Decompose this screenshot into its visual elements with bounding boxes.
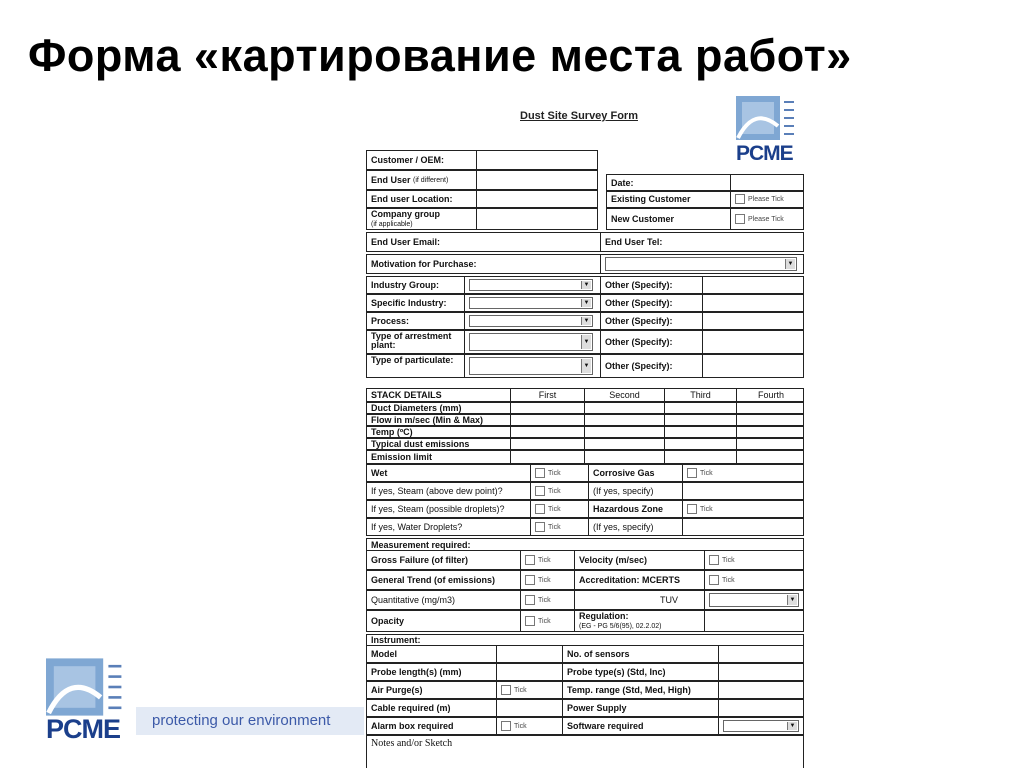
wet-row [366, 464, 804, 482]
steam-droplets-tick[interactable] [531, 501, 589, 517]
if-yes-specify-label: (If yes, specify) [589, 483, 683, 499]
company-group-label [367, 209, 477, 229]
arrestment-plant-label: Type of arrestment plant: [367, 331, 465, 353]
tuv-select[interactable] [709, 593, 799, 607]
steam-above-tick[interactable] [531, 483, 589, 499]
motivation-label: Motivation for Purchase: [367, 255, 601, 273]
checkbox[interactable] [535, 522, 545, 532]
other-specify-label: Other (Specify): [601, 355, 703, 377]
specific-industry-label: Specific Industry: [367, 295, 465, 311]
stack-cell[interactable] [665, 403, 737, 413]
arrestment-plant-row [366, 330, 804, 354]
corrosive-gas-label: Corrosive Gas [589, 465, 683, 481]
slide-title: Форма «картирование места работ» [28, 30, 852, 81]
opacity-row [366, 610, 804, 632]
stack-cell[interactable] [585, 439, 665, 449]
tick-label: Tick [548, 469, 561, 477]
checkbox[interactable] [709, 575, 719, 585]
hazardous-zone-specify-field[interactable] [683, 519, 805, 535]
notes-label[interactable]: Notes and/or Sketch [371, 738, 453, 749]
particulate-label: Type of particulate: [367, 355, 465, 377]
checkbox[interactable] [525, 616, 535, 626]
alarm-box-tick[interactable] [497, 718, 563, 734]
other-specify-label: Other (Specify): [601, 313, 703, 329]
stack-cell[interactable] [665, 451, 737, 463]
tick-label: Tick [514, 722, 527, 730]
end-user-location-label: End user Location: [367, 191, 477, 207]
tagline: protecting our environment [136, 707, 364, 735]
checkbox[interactable] [535, 504, 545, 514]
checkbox[interactable] [535, 468, 545, 478]
particulate-select-cell [367, 355, 601, 377]
existing-customer-label: Existing Customer [607, 191, 731, 207]
specific-industry-other-field[interactable] [703, 295, 805, 311]
chevron-down-icon: ▼ [785, 259, 795, 269]
stack-cell[interactable] [585, 427, 665, 437]
checkbox[interactable] [525, 555, 535, 565]
chevron-down-icon: ▼ [581, 299, 591, 307]
stack-cell[interactable] [585, 451, 665, 463]
chevron-down-icon: ▼ [787, 595, 797, 605]
gross-failure-label: Gross Failure (of filter) [367, 551, 521, 569]
end-user-text: End User [371, 175, 411, 185]
end-user-email-label: End User Email: [367, 233, 601, 251]
stack-header-row [366, 388, 804, 402]
new-customer-row [606, 208, 804, 230]
chevron-down-icon: ▼ [581, 317, 591, 325]
checkbox[interactable] [501, 685, 511, 695]
air-purge-tick[interactable] [497, 682, 563, 698]
cable-row [366, 699, 804, 717]
company-group-field[interactable] [477, 209, 599, 229]
model-label: Model [367, 646, 497, 662]
velocity-label: Velocity (m/sec) [575, 551, 705, 569]
tick-label: Tick [700, 505, 713, 513]
stack-row-label: Duct Diameters (mm) [367, 403, 511, 413]
stack-col-first: First [511, 389, 585, 401]
tick-label: Tick [722, 576, 735, 584]
temp-range-label: Temp. range (Std, Med, High) [563, 682, 719, 698]
arrestment-plant-select-cell [367, 331, 601, 353]
motivation-select[interactable] [605, 257, 797, 271]
customer-oem-field[interactable] [477, 151, 599, 169]
alarm-box-label: Alarm box required [367, 718, 497, 734]
stack-col-fourth: Fourth [757, 390, 784, 400]
process-other-field[interactable] [703, 313, 805, 329]
measurement-header: Measurement required: [371, 539, 471, 550]
measurement-header-row [366, 538, 804, 550]
if-yes-specify-label: (If yes, specify) [589, 519, 683, 535]
regulation-label [575, 611, 705, 631]
tick-label: Tick [548, 487, 561, 495]
date-field[interactable] [731, 175, 805, 191]
tick-label: Tick [538, 576, 551, 584]
tick-label: Tick [538, 596, 551, 604]
general-trend-row [366, 570, 804, 590]
customer-oem-label: Customer / OEM: [367, 151, 477, 169]
pcme-logo-text: PCME [46, 714, 121, 744]
chevron-down-icon: ▼ [581, 281, 591, 289]
quantitative-tick[interactable] [521, 591, 575, 609]
stack-row [366, 414, 804, 426]
stack-cell[interactable] [511, 451, 585, 463]
stack-row-label: Emission limit [367, 451, 511, 463]
velocity-tick[interactable] [705, 551, 805, 569]
stack-row [366, 450, 804, 464]
company-group-text: Company group [371, 209, 440, 219]
end-user-field[interactable] [477, 171, 599, 189]
other-specify-label: Other (Specify): [601, 277, 703, 293]
stack-cell[interactable] [511, 403, 585, 413]
probe-type-label: Probe type(s) (Std, Inc) [563, 664, 719, 680]
probe-length-label: Probe length(s) (mm) [367, 664, 497, 680]
date-label: Date: [607, 175, 731, 191]
steam-above-label: If yes, Steam (above dew point)? [367, 483, 531, 499]
stack-row-label: Temp (ºC) [367, 427, 511, 437]
steam-droplets-row [366, 500, 804, 518]
other-specify-label: Other (Specify): [601, 331, 703, 353]
regulation-note: (EG - PG 5/6(95), 02.2.02) [579, 623, 662, 630]
accreditation-label: Accreditation: MCERTS [575, 571, 705, 589]
please-tick-label: Please Tick [748, 195, 784, 203]
stack-col-third: Third [665, 389, 737, 401]
company-group-row [366, 208, 598, 230]
alarm-box-row [366, 717, 804, 735]
pcme-logo-mark-icon [736, 96, 796, 140]
stack-cell[interactable] [585, 415, 665, 425]
process-select-cell [367, 313, 601, 329]
wet-label: Wet [367, 465, 531, 481]
steam-above-row [366, 482, 804, 500]
stack-cell[interactable] [511, 427, 585, 437]
please-tick-label: Please Tick [748, 215, 784, 223]
arrestment-plant-other-field[interactable] [703, 331, 805, 353]
cable-required-label: Cable required (m) [367, 700, 497, 716]
water-droplets-tick[interactable] [531, 519, 589, 535]
no-sensors-field[interactable] [719, 646, 805, 662]
checkbox[interactable] [735, 194, 745, 204]
temp-range-field[interactable] [719, 682, 805, 698]
notes-row [366, 735, 804, 768]
opacity-tick[interactable] [521, 611, 575, 631]
end-user-note: (if different) [413, 176, 449, 184]
dust-site-survey-form [366, 150, 806, 768]
other-specify-label: Other (Specify): [601, 295, 703, 311]
stack-cell[interactable] [511, 415, 585, 425]
water-droplets-row [366, 518, 804, 536]
instrument-header: Instrument: [371, 635, 421, 645]
probe-length-row [366, 663, 804, 681]
checkbox[interactable] [525, 595, 535, 605]
end-user-location-row [366, 190, 598, 208]
checkbox[interactable] [525, 575, 535, 585]
air-purge-label: Air Purge(s) [367, 682, 497, 698]
industry-group-other-field[interactable] [703, 277, 805, 293]
checkbox[interactable] [735, 214, 745, 224]
regulation-text: Regulation: [579, 611, 629, 621]
probe-length-field[interactable] [497, 664, 563, 680]
end-user-label [367, 171, 477, 189]
steam-droplets-label: If yes, Steam (possible droplets)? [367, 501, 531, 517]
gross-failure-tick[interactable] [521, 551, 575, 569]
power-supply-field[interactable] [719, 700, 805, 716]
instrument-header-row [366, 634, 804, 645]
corrosive-gas-tick[interactable] [683, 465, 805, 481]
motivation-row [366, 254, 804, 274]
stack-cell[interactable] [585, 403, 665, 413]
checkbox[interactable] [501, 721, 511, 731]
model-row [366, 645, 804, 663]
specific-industry-row [366, 294, 804, 312]
stack-details-header: STACK DETAILS [367, 389, 511, 401]
industry-group-select-cell [367, 277, 601, 293]
stack-col-second: Second [585, 389, 665, 401]
existing-customer-tick[interactable] [731, 191, 805, 207]
company-group-note: (if applicable) [371, 221, 413, 228]
stack-cell[interactable] [665, 439, 737, 449]
hazardous-zone-tick[interactable] [683, 501, 805, 517]
quantitative-row [366, 590, 804, 610]
model-field[interactable] [497, 646, 563, 662]
mcerts-tick[interactable] [705, 571, 805, 589]
form-title: Dust Site Survey Form [520, 110, 638, 122]
tick-label: Tick [538, 617, 551, 625]
corrosive-gas-specify-field[interactable] [683, 483, 805, 499]
tuv-label: TUV [575, 591, 705, 609]
particulate-other-field[interactable] [703, 355, 805, 377]
stack-row [366, 426, 804, 438]
tick-label: Tick [722, 556, 735, 564]
new-customer-tick[interactable] [731, 209, 805, 229]
opacity-label: Opacity [367, 611, 521, 631]
general-trend-tick[interactable] [521, 571, 575, 589]
customer-oem-row [366, 150, 598, 170]
specific-industry-select-cell [367, 295, 601, 311]
wet-tick[interactable] [531, 465, 589, 481]
water-droplets-label: If yes, Water Droplets? [367, 519, 531, 535]
quantitative-label: Quantitative (mg/m3) [367, 591, 521, 609]
stack-cell[interactable] [665, 415, 737, 425]
checkbox[interactable] [687, 504, 697, 514]
industry-group-label: Industry Group: [367, 277, 465, 293]
end-user-location-field[interactable] [477, 191, 599, 207]
gross-failure-row [366, 550, 804, 570]
industry-group-row [366, 276, 804, 294]
checkbox[interactable] [687, 468, 697, 478]
air-purge-row [366, 681, 804, 699]
chevron-down-icon: ▼ [581, 335, 591, 349]
tick-label: Tick [548, 523, 561, 531]
software-required-label: Software required [563, 718, 719, 734]
pcme-logo-text: PCME [736, 142, 793, 165]
stack-row [366, 438, 804, 450]
process-row [366, 312, 804, 330]
pcme-logo-bottom [46, 658, 134, 746]
stack-row-label: Typical dust emissions [367, 439, 511, 449]
stack-row-label: Flow in m/sec (Min & Max) [367, 415, 511, 425]
cable-required-field[interactable] [497, 700, 563, 716]
tick-label: Tick [700, 469, 713, 477]
stack-cell[interactable] [665, 427, 737, 437]
software-select[interactable] [723, 720, 799, 732]
email-tel-row [366, 232, 804, 252]
end-user-row [366, 170, 598, 190]
no-sensors-label: No. of sensors [563, 646, 719, 662]
hazardous-zone-label: Hazardous Zone [589, 501, 683, 517]
general-trend-label: General Trend (of emissions) [367, 571, 521, 589]
particulate-row [366, 354, 804, 378]
chevron-down-icon: ▼ [787, 722, 797, 730]
power-supply-label: Power Supply [563, 700, 719, 716]
tick-label: Tick [548, 505, 561, 513]
regulation-field[interactable] [705, 611, 805, 631]
chevron-down-icon: ▼ [581, 359, 591, 373]
checkbox[interactable] [709, 555, 719, 565]
probe-type-field[interactable] [719, 664, 805, 680]
new-customer-label: New Customer [607, 209, 731, 229]
checkbox[interactable] [535, 486, 545, 496]
process-label: Process: [367, 313, 465, 329]
end-user-tel-label: End User Tel: [605, 237, 663, 247]
tick-label: Tick [514, 686, 527, 694]
stack-cell[interactable] [511, 439, 585, 449]
existing-customer-row [606, 190, 804, 208]
tick-label: Tick [538, 556, 551, 564]
pcme-logo-mark-icon [46, 658, 124, 716]
stack-row [366, 402, 804, 414]
